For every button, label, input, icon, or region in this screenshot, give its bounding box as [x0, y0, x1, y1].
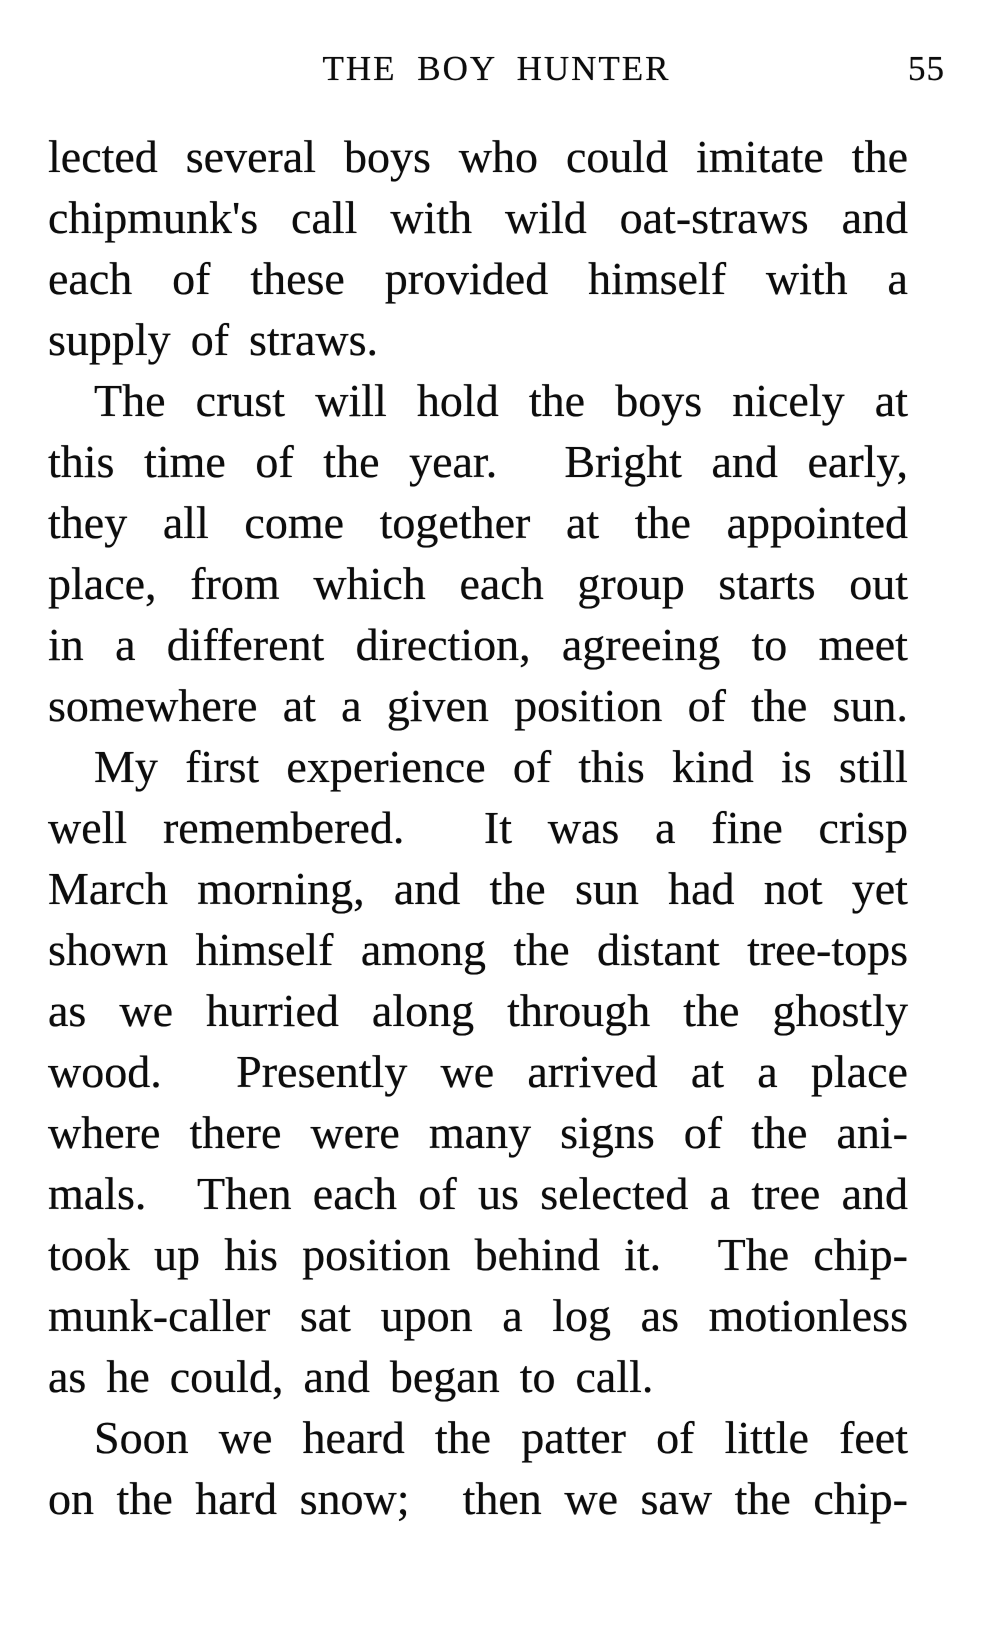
word: it.	[624, 1229, 662, 1280]
word: well	[48, 802, 128, 853]
word: March	[48, 863, 169, 914]
word: of	[656, 1412, 695, 1463]
word: shown	[48, 924, 169, 975]
word: on	[48, 1473, 94, 1524]
word: different	[166, 619, 325, 670]
word: tree-tops	[747, 924, 908, 975]
word: his	[224, 1229, 278, 1280]
word: together	[379, 497, 531, 548]
word: us	[477, 1168, 519, 1219]
word: upon	[380, 1290, 473, 1341]
text-line	[48, 492, 908, 553]
text-line	[48, 126, 908, 187]
word: had	[668, 863, 735, 914]
word: log	[552, 1290, 612, 1341]
word: and	[393, 863, 461, 914]
paragraph	[48, 126, 908, 370]
word: arrived	[527, 1046, 658, 1097]
word: a	[115, 619, 136, 670]
word: the	[528, 375, 586, 426]
word: and	[841, 192, 908, 243]
word: behind	[474, 1229, 600, 1280]
word: provided	[384, 253, 549, 304]
word: up	[154, 1229, 201, 1280]
word: Bright	[564, 436, 682, 487]
word: Presently	[236, 1046, 408, 1097]
word: a	[502, 1290, 523, 1341]
word: could,	[169, 1351, 284, 1402]
word: which	[313, 558, 426, 609]
word: the	[434, 1412, 492, 1463]
word: we	[218, 1412, 273, 1463]
word: of	[683, 1107, 723, 1158]
word: this	[48, 436, 115, 487]
word: will	[315, 375, 387, 426]
word: we	[564, 1473, 618, 1524]
word: who	[458, 131, 539, 182]
word: imitate	[696, 131, 824, 182]
word: appointed	[726, 497, 908, 548]
word: with	[390, 192, 473, 243]
word: hold	[416, 375, 499, 426]
word: the	[751, 680, 808, 731]
word: chip-	[813, 1229, 908, 1280]
word: to	[519, 1351, 556, 1402]
page-number: 55	[908, 49, 945, 88]
word: patter	[521, 1412, 626, 1463]
word: selected	[540, 1168, 689, 1219]
word: boys	[615, 375, 703, 426]
word: sat	[299, 1290, 351, 1341]
word: the	[116, 1473, 173, 1524]
word: many	[428, 1107, 532, 1158]
word: himself	[588, 253, 727, 304]
text-line	[48, 919, 908, 980]
word: place,	[48, 558, 157, 609]
word: come	[244, 497, 345, 548]
word: kind	[672, 741, 754, 792]
word: with	[765, 253, 848, 304]
word: as	[640, 1290, 679, 1341]
paragraph	[48, 736, 908, 1407]
word: boys	[343, 131, 431, 182]
word: the	[634, 497, 691, 548]
word: still	[838, 741, 908, 792]
running-title: THE BOY HUNTER	[322, 49, 671, 88]
text-line	[48, 1041, 908, 1102]
word: My	[94, 741, 158, 792]
word: crust	[195, 375, 286, 426]
text-line	[48, 1285, 908, 1346]
word: was	[547, 802, 620, 853]
word: morning,	[197, 863, 365, 914]
text-line	[48, 553, 908, 614]
word: place	[810, 1046, 908, 1097]
word: through	[507, 985, 651, 1036]
word: given	[386, 680, 489, 731]
word: at	[565, 497, 600, 548]
text-line	[48, 1224, 908, 1285]
word: at	[874, 375, 908, 426]
word: along	[371, 985, 475, 1036]
text-line	[48, 858, 908, 919]
word: heard	[302, 1412, 405, 1463]
word: The	[94, 375, 166, 426]
word: time	[144, 436, 226, 487]
word: a	[341, 680, 362, 731]
word: straws.	[249, 314, 379, 365]
word: fine	[711, 802, 783, 853]
text-line	[48, 614, 908, 675]
word: to	[751, 619, 788, 670]
word: all	[162, 497, 209, 548]
word: group	[577, 558, 685, 609]
text-line	[48, 309, 908, 370]
word: call	[291, 192, 358, 243]
word: somewhere	[48, 680, 258, 731]
word: a	[709, 1168, 731, 1219]
word: is	[781, 741, 812, 792]
text-line	[48, 370, 908, 431]
word: of	[512, 741, 552, 792]
word: they	[48, 497, 128, 548]
text-line	[48, 675, 908, 736]
word: these	[250, 253, 345, 304]
word: position	[302, 1229, 451, 1280]
text-line	[48, 1346, 908, 1407]
word: as	[48, 1351, 87, 1402]
word: of	[687, 680, 726, 731]
word: chip-	[813, 1473, 908, 1524]
word: starts	[718, 558, 816, 609]
text-line	[48, 1102, 908, 1163]
word: the	[683, 985, 740, 1036]
word: nicely	[732, 375, 845, 426]
text-line	[48, 187, 908, 248]
word: direction,	[355, 619, 531, 670]
word: sun.	[832, 680, 908, 731]
word: mals.	[48, 1168, 147, 1219]
word: we	[440, 1046, 495, 1097]
word: experience	[286, 741, 486, 792]
word: a	[757, 1046, 778, 1097]
text-line	[48, 248, 908, 309]
word: he	[106, 1351, 150, 1402]
word: first	[185, 741, 260, 792]
text-line	[48, 736, 908, 797]
word: as	[48, 985, 87, 1036]
word: oat-straws	[619, 192, 809, 243]
word: little	[724, 1412, 809, 1463]
word: It	[483, 802, 512, 853]
word: of	[190, 314, 230, 365]
word: at	[282, 680, 316, 731]
word: each	[48, 253, 133, 304]
word: ghostly	[772, 985, 908, 1036]
word: not	[763, 863, 823, 914]
word: wild	[504, 192, 587, 243]
word: year.	[409, 436, 498, 487]
word: several	[185, 131, 317, 182]
word: where	[48, 1107, 161, 1158]
word: The	[717, 1229, 790, 1280]
text-line	[48, 1163, 908, 1224]
word: tree	[751, 1168, 821, 1219]
text-line	[48, 797, 908, 858]
word: each	[312, 1168, 398, 1219]
text-line	[48, 1407, 908, 1468]
page-body	[48, 126, 908, 1529]
word: snow;	[299, 1473, 410, 1524]
word: supply	[48, 314, 171, 365]
word: out	[849, 558, 908, 609]
word: of	[255, 436, 294, 487]
word: wood.	[48, 1046, 162, 1097]
word: and	[841, 1168, 908, 1219]
word: took	[48, 1229, 130, 1280]
word: yet	[851, 863, 908, 914]
word: hard	[195, 1473, 278, 1524]
paragraph	[48, 1407, 908, 1529]
word: were	[310, 1107, 400, 1158]
word: chipmunk's	[48, 192, 259, 243]
word: early,	[807, 436, 908, 487]
word: saw	[640, 1473, 713, 1524]
word: of	[418, 1168, 457, 1219]
word: motionless	[708, 1290, 908, 1341]
word: the	[734, 1473, 791, 1524]
word: remembered.	[162, 802, 405, 853]
paragraph	[48, 370, 908, 736]
text-line	[48, 1468, 908, 1529]
word: signs	[560, 1107, 655, 1158]
word: at	[690, 1046, 725, 1097]
word: hurried	[206, 985, 339, 1036]
word: meet	[818, 619, 908, 670]
word: distant	[597, 924, 720, 975]
word: we	[119, 985, 173, 1036]
word: there	[189, 1107, 282, 1158]
word: of	[172, 253, 211, 304]
word: the	[851, 131, 908, 182]
word: and	[711, 436, 778, 487]
word: a	[655, 802, 676, 853]
word: crisp	[818, 802, 908, 853]
word: this	[578, 741, 645, 792]
word: among	[360, 924, 487, 975]
text-line	[48, 431, 908, 492]
word: the	[489, 863, 546, 914]
word: each	[459, 558, 544, 609]
word: the	[513, 924, 570, 975]
word: sun	[574, 863, 639, 914]
text-line	[48, 980, 908, 1041]
word: Then	[196, 1168, 292, 1219]
word: and	[303, 1351, 370, 1402]
page-header	[48, 50, 945, 90]
word: feet	[839, 1412, 908, 1463]
word: himself	[195, 924, 334, 975]
word: in	[48, 619, 84, 670]
word: lected	[48, 131, 158, 182]
word: Soon	[94, 1412, 189, 1463]
word: a	[887, 253, 908, 304]
word: could	[565, 131, 669, 182]
word: call.	[575, 1351, 654, 1402]
word: agreeing	[561, 619, 721, 670]
word: position	[514, 680, 663, 731]
word: then	[462, 1473, 542, 1524]
word: from	[190, 558, 280, 609]
word: began	[389, 1351, 500, 1402]
word: the	[323, 436, 380, 487]
word: the	[751, 1107, 808, 1158]
word: munk-caller	[48, 1290, 271, 1341]
word: ani-	[836, 1107, 908, 1158]
